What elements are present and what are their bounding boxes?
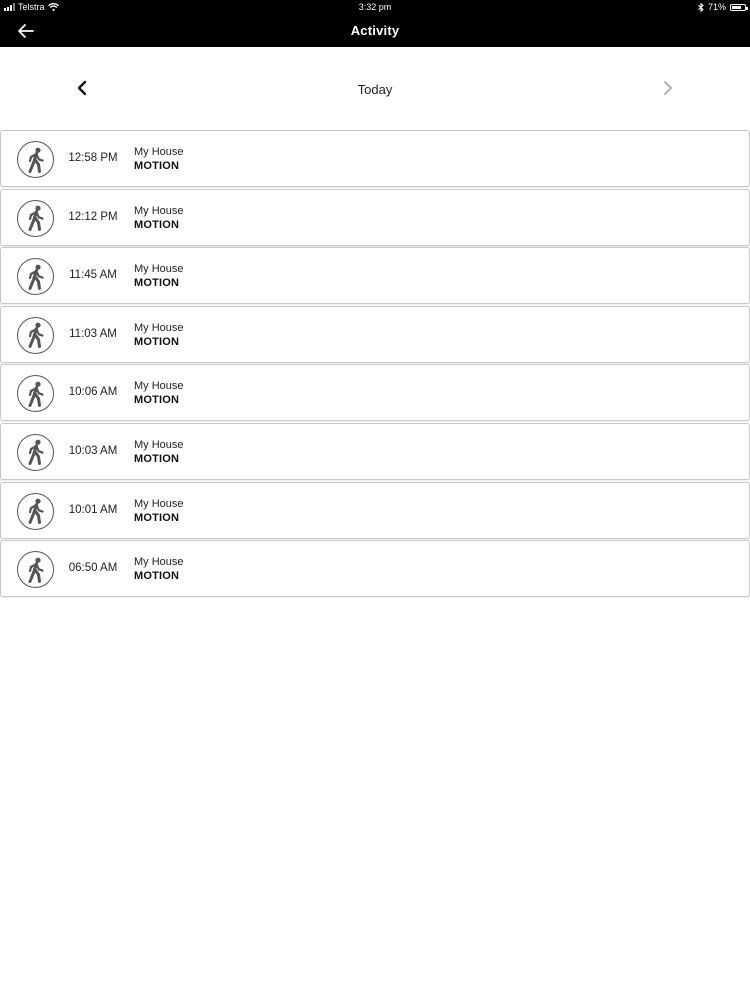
activity-row[interactable] <box>0 247 750 304</box>
activity-row[interactable] <box>0 306 750 363</box>
activity-location: My House <box>134 438 184 451</box>
motion-walking-icon <box>17 141 54 178</box>
status-time: 3:32 pm <box>358 2 392 12</box>
activity-time: 10:01 AM <box>68 503 118 516</box>
motion-walking-icon <box>17 375 54 412</box>
battery-percent: 71% <box>707 2 726 12</box>
activity-row[interactable] <box>0 364 750 421</box>
activity-location: My House <box>134 380 184 393</box>
next-day-button[interactable] <box>658 79 678 97</box>
activity-location: My House <box>134 146 184 158</box>
activity-row[interactable] <box>0 423 750 480</box>
activity-event-type: MOTION <box>134 511 180 524</box>
carrier-label: Telstra <box>18 2 45 12</box>
date-label: Today <box>357 82 393 97</box>
activity-row[interactable] <box>0 540 750 597</box>
battery-icon <box>730 4 746 11</box>
activity-event-type: MOTION <box>134 335 180 348</box>
battery-level <box>732 6 741 9</box>
activity-row[interactable] <box>0 189 750 246</box>
motion-walking-icon <box>17 200 54 237</box>
activity-time: 11:03 AM <box>69 327 117 340</box>
motion-walking-icon <box>17 493 54 530</box>
chevron-right-icon <box>658 79 678 97</box>
nav-bar <box>0 14 750 47</box>
activity-location: My House <box>134 321 184 334</box>
activity-time: 06:50 AM <box>68 562 118 575</box>
motion-walking-icon <box>17 434 54 471</box>
activity-time: 12:12 PM <box>68 210 118 223</box>
activity-time: 10:06 AM <box>68 386 118 399</box>
activity-location: My House <box>134 204 184 217</box>
status-bar <box>0 0 750 14</box>
activity-row[interactable] <box>0 482 750 539</box>
activity-location: My House <box>134 497 184 510</box>
activity-location: My House <box>134 263 184 276</box>
activity-event-type: MOTION <box>134 570 180 583</box>
activity-event-type: MOTION <box>134 160 180 172</box>
activity-event-type: MOTION <box>134 218 180 231</box>
motion-walking-icon <box>17 317 54 354</box>
activity-list <box>0 130 750 599</box>
motion-walking-icon <box>17 258 54 295</box>
activity-event-type: MOTION <box>134 452 180 465</box>
motion-walking-icon <box>17 551 54 588</box>
status-right <box>698 2 746 12</box>
activity-time: 12:58 PM <box>68 152 118 164</box>
activity-row[interactable] <box>0 130 750 187</box>
page-title: Activity <box>350 23 400 38</box>
date-navigator <box>0 47 750 129</box>
activity-time: 10:03 AM <box>68 444 118 457</box>
activity-event-type: MOTION <box>134 394 180 407</box>
activity-time: 11:45 AM <box>69 269 117 282</box>
activity-event-type: MOTION <box>134 277 180 290</box>
activity-location: My House <box>134 556 184 569</box>
bluetooth-icon <box>698 3 704 12</box>
